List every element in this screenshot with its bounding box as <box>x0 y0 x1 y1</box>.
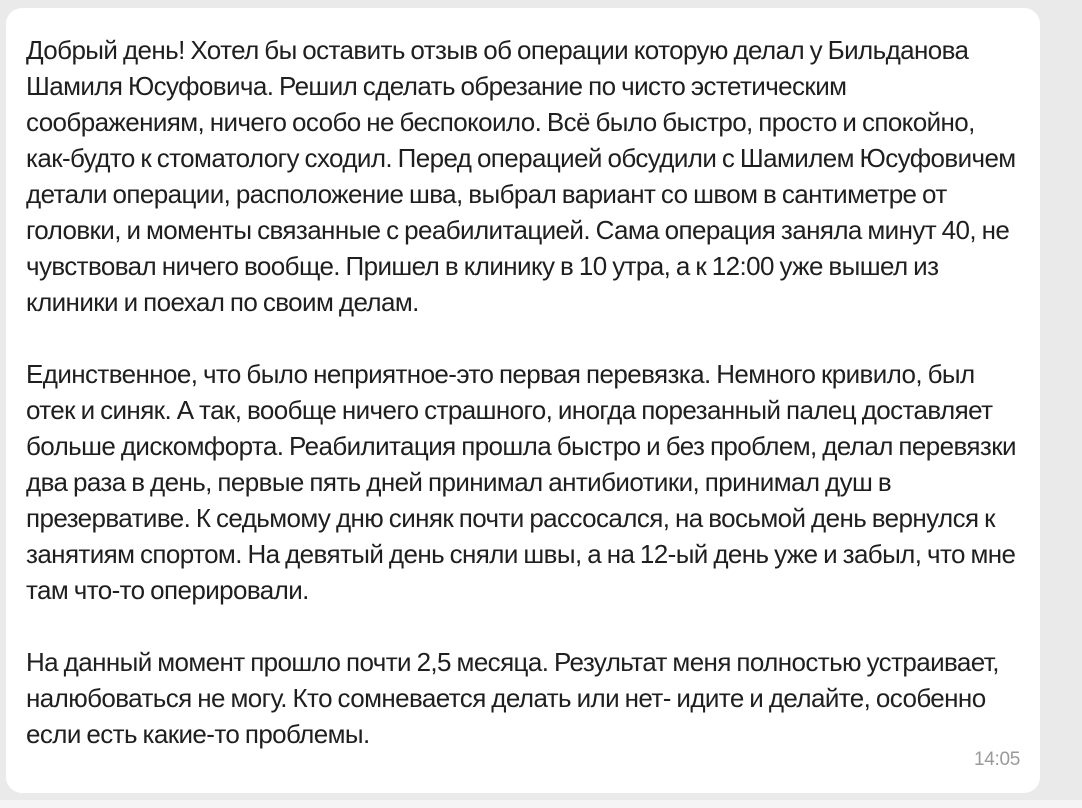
message-paragraph-1: Добрый день! Хотел бы оставить отзыв об операции которую делал у Бильданова Шамиля Юсуфовича. Решил сделать обрезание по чисто эстетическим соображениям, ничего особо не беспокоило. Всё было быстро, просто и спокойно, как-будто к стоматологу сходил. Перед операцией обсудили с Шамилем Юсуфовичем детали операции, расположение шва, выбрал вариант со швом в сантиметре от головки, и моменты связанные с реабилитацией. Сама операция заняла минут 40, не чувствовал ничего вообще. Пришел в клинику в 10 утра, а к 12:00 уже вышел из клиники и поехал по своим делам. <box>26 35 1016 317</box>
message-paragraph-3: На данный момент прошло почти 2,5 месяца. Результат меня полностью устраивает, налюбоваться не могу. Кто сомневается делать или нет- идите и делайте, особенно если есть какие-то проблемы. <box>26 647 999 749</box>
message-timestamp: 14:05 <box>973 749 1020 770</box>
message-paragraph-2: Единственное, что было неприятное-это первая перевязка. Немного кривило, был отек и синяк. А так, вообще ничего страшного, иногда порезанный палец доставляет больше дискомфорта. Реабилитация прошла быстро и без проблем, делал перевязки два раза в день, первые пять дней принимал антибиотики, принимал душ в презервативе. К седьмому дню синяк почти рассосался, на восьмой день вернулся к занятиям спортом. На девятый день сняли швы, а на 12-ый день уже и забыл, что мне там что-то оперировали. <box>26 359 1016 605</box>
next-message-edge <box>0 800 1082 808</box>
message-bubble[interactable] <box>6 8 1040 793</box>
message-text <box>26 32 1016 752</box>
